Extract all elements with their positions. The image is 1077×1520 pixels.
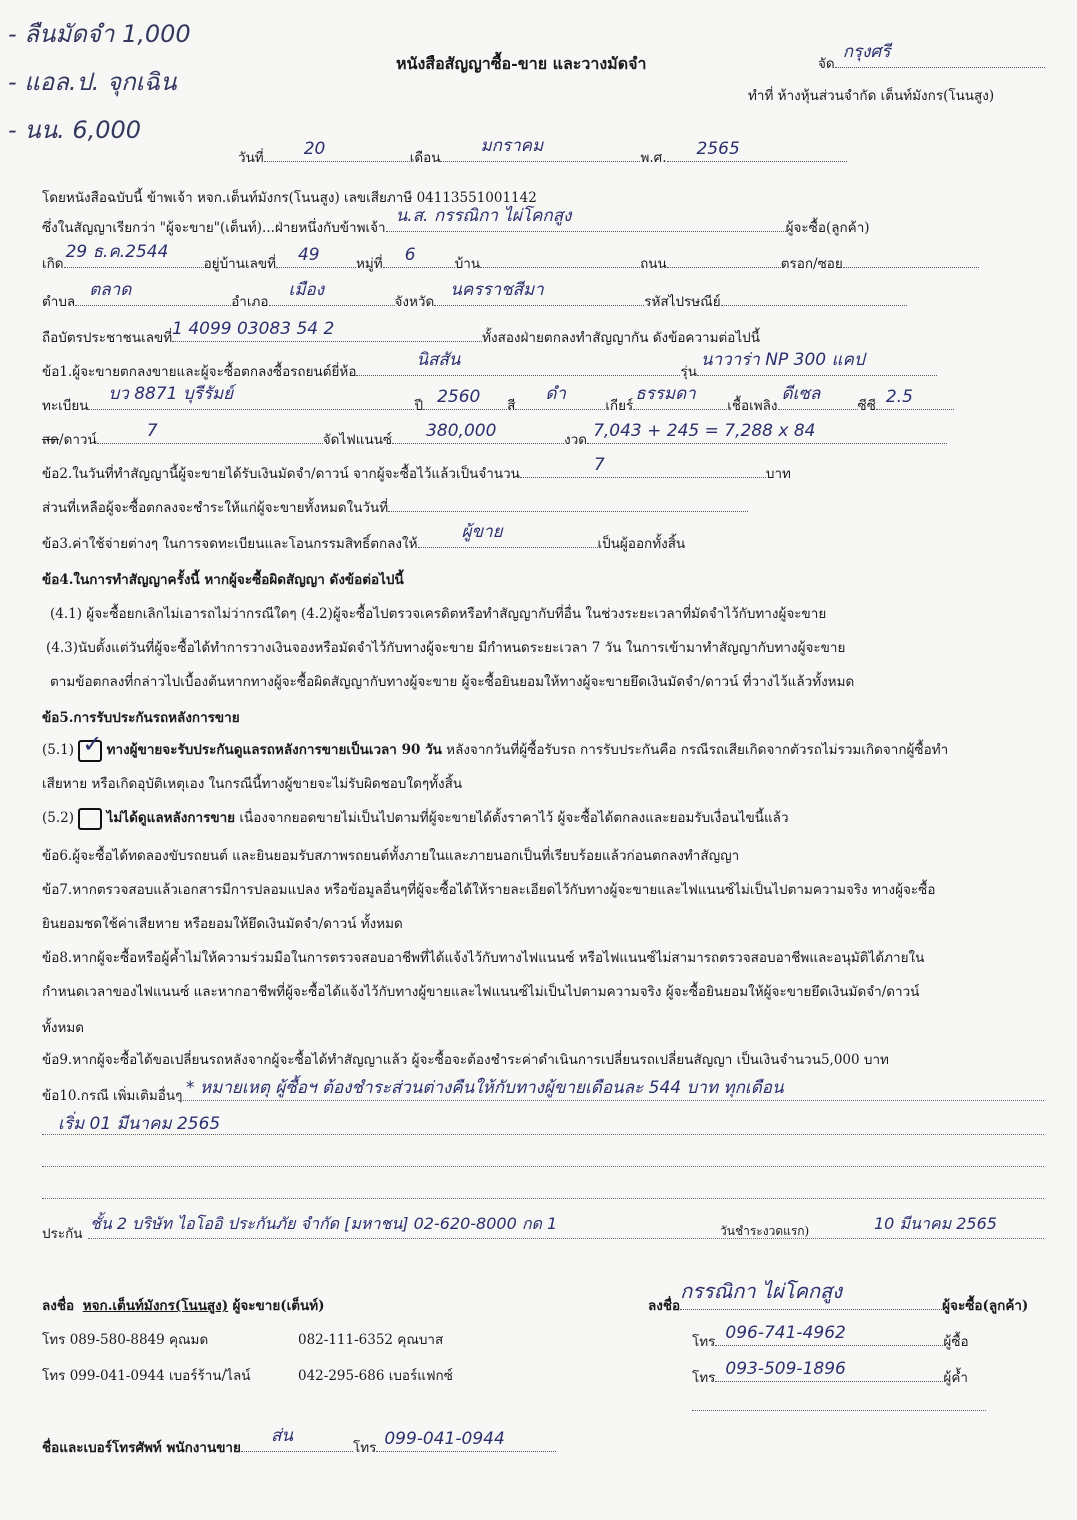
clause4-line1: (4.1) ผู้จะซื้อยกเลิกไม่เอารถไม่ว่ากรณีใดๆ (4.2)ผู้จะซื้อไปตรวจเครดิตหรือทำสัญญากับที่อื่น ในช่วงระยะเวลาที่มัดจำไว้กับทางผู้จะขาย: [50, 606, 827, 622]
buyer-sign: ลงชื่อ กรรณิกา ไผ่โคกสูง ผู้จะซื้อ(ลูกค้า): [648, 1294, 1028, 1316]
seller-phone4: 042-295-686 เบอร์แฟกซ์: [298, 1368, 453, 1384]
buyer-signature: กรรณิกา ไผ่โคกสูง: [680, 1279, 842, 1303]
intro-text: โดยหนังสือฉบับนี้ ข้าพเจ้า หจก.เต็นท์มังกร(โนนสูง) เลขเสียภาษี 04113551001142: [42, 190, 537, 206]
location-row: ตำบล ตลาด อำเภอ เมือง จังหวัด นครราชสีมา รหัสไปรษณีย์: [42, 290, 907, 312]
birth-date: 29 ธ.ค.2544: [65, 242, 169, 262]
clause1-row1: ข้อ1.ผู้จะขายตกลงขายและผู้จะซื้อตกลงซื้อรถยนต์ยี่ห้อ นิสสัน รุ่น นาวาร่า NP 300 แคป: [42, 360, 937, 382]
warranty-option-none: (5.2) ไม่ได้ดูแลหลังการขาย เนื่องจากยอดขายไม่เป็นไปตามที่ผู้จะขายได้ตั้งราคาไว้ ผู้จะซื้อได้ตกลงและยอมรับเงื่อนไขนี้แล้ว: [42, 806, 789, 830]
document-title: หนังสือสัญญาซื้อ-ขาย และวางมัดจำ: [396, 54, 647, 73]
warranty-checkbox-checked[interactable]: [78, 729, 103, 762]
clause1-row2: ทะเบียน บว 8871 บุรีรัมย์ ปี 2560 สี ดำ เกียร์ ธรรมดา เชื้อเพลิง ดีเซล ซีซี 2.5: [42, 394, 954, 416]
clause10-note1: * หมายเหตุ ผู้ซื้อฯ ต้องชำระส่วนต่างคืนให้กับทางผู้ขายเดือนละ 544 บาท ทุกเดือน: [186, 1078, 784, 1098]
buyer-tel1: โทร 096-741-4962 ผู้ซื้อ: [692, 1323, 969, 1350]
place-row: จัด กรุงศรี: [818, 52, 1045, 74]
first-payment-date: 10 มีนาคม 2565: [874, 1214, 997, 1233]
clause1-row3: สด/ดาวน์ 7 จัดไฟแนนซ์ 380,000 งวด 7,043 + 245 = 7,288 x 84: [42, 428, 947, 450]
date-row: วันที่ 20 เดือน มกราคม พ.ศ. 2565: [238, 146, 847, 168]
note-amount: - นน. 6,000: [8, 116, 142, 144]
clause9: ข้อ9.หากผู้จะซื้อได้ขอเปลี่ยนรถหลังจากผู้จะซื้อได้ทำสัญญาแล้ว ผู้จะซื้อจะต้องชำระค่าดำเนินการเปลี่ยนรถเปลี่ยนสัญญา เป็นเงินจำนวน5,000 บาท: [42, 1052, 889, 1068]
clause10-label: ข้อ10.กรณี เพิ่มเติมอื่นๆ: [42, 1088, 183, 1104]
clause4-head: ข้อ4.ในการทำสัญญาครั้งนี้ หากผู้จะซื้อผิดสัญญา ดังข้อต่อไปนี้: [42, 572, 404, 588]
place-value: กรุงศรี: [842, 42, 891, 62]
seller-phone3: โทร 099-041-0944 เบอร์ร้าน/ไลน์: [42, 1368, 251, 1384]
warranty-option-90days: (5.1) ✓ ทางผู้ขายจะรับประกันดูแลรถหลังการขายเป็นเวลา 90 วัน หลังจากวันที่ผู้ซื้อรับรถ การรับประกันคือ กรณีรถเสียเกิดจากตัวรถไม่รวมเกิดจากผู้ซื้อทำ: [42, 738, 948, 762]
clause8-line2: กำหนดเวลาของไฟแนนซ์ และหากอาชีพที่ผู้จะซื้อได้แจ้งไว้กับทางผู้ขายและไฟแนนซ์ไม่เป็นไปตามความจริง ผู้จะซื้อยินยอมให้ผู้จะขายยึดเงินมัดจำ/ดาวน์: [42, 984, 920, 1000]
place-address: ทำที่ ห้างหุ้นส่วนจำกัด เต็นท์มังกร(โนนสูง): [748, 88, 995, 104]
seller-phone1: โทร 089-580-8849 คุณมด: [42, 1332, 209, 1348]
clause4-line2: (4.3)นับตั้งแต่วันที่ผู้จะซื้อได้ทำการวางเงินจองหรือมัดจำไว้กับทางผู้จะขาย มีกำหนดระยะเวลา 7 วัน ในการเข้ามาทำสัญญากับทางผู้จะขาย: [46, 640, 846, 656]
clause5-head: ข้อ5.การรับประกันรถหลังการขาย: [42, 710, 240, 726]
no-warranty-checkbox[interactable]: [78, 808, 102, 830]
clause7-line1: ข้อ7.หากตรวจสอบแล้วเอกสารมีการปลอมแปลง หรือข้อมูลอื่นๆที่ผู้จะซื้อได้ให้รายละเอียดไว้กับทางผู้จะขายและไฟแนนซ์ไม่เป็นไปตามความจริง ทางผู้จะซื้อ: [42, 882, 936, 898]
warranty-option1-text2: เสียหาย หรือเกิดอุบัติเหตุเอง ในกรณีนี้ทางผู้ขายจะไม่รับผิดชอบใดๆทั้งสิ้น: [42, 776, 463, 792]
first-payment-label: วันชำระงวดแรก): [720, 1224, 810, 1238]
seller-sign: ลงชื่อ หจก.เต็นท์มังกร(โนนสูง) ผู้จะขาย(เต็นท์): [42, 1298, 325, 1314]
staff-row: ชื่อและเบอร์โทรศัพท์ พนักงานขาย ส่น โทร 099-041-0944: [42, 1436, 556, 1458]
party-row: ซึ่งในสัญญาเรียกว่า "ผู้จะขาย"(เต็นท์)...ฝ่ายหนึ่งกับข้าพเจ้า น.ส. กรรณิกา ไผ่โคกสูง ผู้จะซื้อ(ลูกค้า): [42, 216, 870, 238]
date-month: มกราคม: [480, 136, 544, 156]
clause6: ข้อ6.ผู้จะซื้อได้ทดลองขับรถยนต์ และยินยอมรับสภาพรถยนต์ทั้งภายในและภายนอกเป็นที่เรียบร้อยแล้วก่อนตกลงทำสัญญา: [42, 848, 740, 864]
clause7-line2: ยินยอมชดใช้ค่าเสียหาย หรือยอมให้ยึดเงินมัดจำ/ดาวน์ ทั้งหมด: [42, 916, 403, 932]
id-row: ถือบัตรประชาชนเลขที่ 1 4099 03083 54 2 ทั้งสองฝ่ายตกลงทำสัญญากัน ดังข้อความต่อไปนี้: [42, 319, 760, 346]
note-deposit: - ลืนมัดจำ 1,000: [8, 20, 191, 48]
clause8-line3: ทั้งหมด: [42, 1020, 85, 1036]
note-emergency: - แอล.ป. จุกเฉิน: [8, 68, 177, 96]
clause8-line1: ข้อ8.หากผู้จะซื้อหรือผู้ค้ำไม่ให้ความร่วมมือในการตรวจสอบอาชีพที่ได้แจ้งไว้กับทางไฟแนนซ์ หรือไฟแนนซ์ไม่สามารถตรวจสอบอาชีพและอนุมัติได้ภายใน: [42, 950, 925, 966]
checkmark-icon: ✓: [82, 729, 103, 758]
date-year: 2565: [696, 139, 740, 159]
date-day: 20: [303, 139, 326, 159]
clause4-line3: ตามข้อตกลงที่กล่าวไปเบื้องต้นหากทางผู้จะซื้อผิดสัญญากับทางผู้จะขาย ผู้จะซื้อยินยอมให้ทางผู้จะขายยึดเงินมัดจำ/ดาวน์ ที่วางไว้แล้วทั้งหมด: [50, 674, 855, 690]
address-row: เกิด 29 ธ.ค.2544 อยู่บ้านเลขที่ 49 หมู่ที่ 6 บ้าน ถนน ตรอก/ซอย: [42, 252, 979, 274]
clause3-row: ข้อ3.ค่าใช้จ่ายต่างๆ ในการจดทะเบียนและโอนกรรมสิทธิ์ตกลงให้ ผู้ขาย เป็นผู้ออกทั้งสิ้น: [42, 522, 686, 552]
seller-phone2: 082-111-6352 คุณบาส: [298, 1332, 444, 1348]
insurance-value: ชั้น 2 บริษัท ไอโออิ ประกันภัย จำกัด [มหาชน] 02-620-8000 กด 1: [90, 1214, 558, 1233]
id-number: 1 4099 03083 54 2: [172, 319, 335, 339]
insurance-label: ประกัน: [42, 1226, 83, 1242]
buyer-name: น.ส. กรรณิกา ไผ่โคกสูง: [395, 206, 572, 226]
clause2-row1: ข้อ2.ในวันที่ทำสัญญานี้ผู้จะขายได้รับเงินมัดจำ/ดาวน์ จากผู้จะซื้อไว้แล้วเป็นจำนวน 7 บาท: [42, 455, 791, 482]
clause10-note2: เริ่ม 01 มีนาคม 2565: [58, 1114, 221, 1134]
clause2-row2: ส่วนที่เหลือผู้จะซื้อตกลงจะชำระให้แก่ผู้จะขายทั้งหมดในวันที่: [42, 496, 748, 518]
buyer-tel2: โทร 093-509-1896 ผู้ค้ำ: [692, 1359, 968, 1386]
